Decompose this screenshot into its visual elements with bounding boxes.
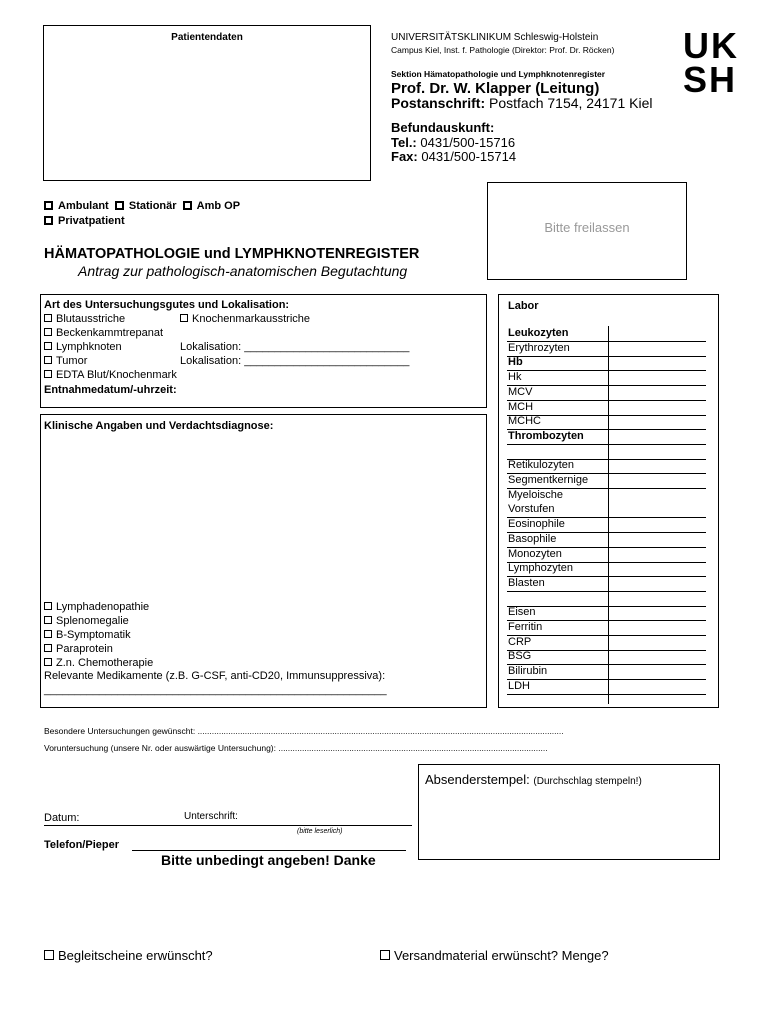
fax-value: 0431/500-15714 — [421, 149, 517, 164]
clinical-item[interactable] — [44, 602, 149, 613]
lymph-option[interactable] — [44, 342, 122, 353]
labor-row-line[interactable] — [507, 385, 706, 386]
clinical-item-label: Paraprotein — [56, 643, 113, 655]
labor-row-label: Monozyten — [508, 547, 562, 560]
labor-row-label: Myeloische — [508, 488, 564, 501]
stationaer-label: Stationär — [128, 200, 177, 212]
labor-row-line[interactable] — [507, 400, 706, 401]
escort-checkbox[interactable] — [44, 950, 54, 960]
edta-option[interactable] — [44, 370, 177, 381]
telephone — [391, 136, 515, 149]
blood-smear-option[interactable] — [44, 314, 125, 325]
privat-label: Privatpatient — [58, 215, 125, 227]
clinical-checkbox[interactable] — [44, 616, 52, 624]
labor-row-label: MCHC — [508, 415, 541, 428]
labor-row-label: BSG — [508, 650, 532, 663]
institution-name: UNIVERSITÄTSKLINIKUM Schleswig-Holstein — [391, 32, 599, 43]
clinical-item-label: B-Symptomatik — [56, 629, 131, 641]
labor-row-label: Eisen — [508, 606, 536, 619]
trepanat-label: Beckenkammtrepanat — [56, 327, 163, 339]
clinical-checkbox[interactable] — [44, 602, 52, 610]
uksh-logo-bottom: SH — [683, 59, 738, 100]
labor-row-line[interactable] — [507, 694, 706, 695]
labor-row-label: Blasten — [508, 576, 545, 589]
labor-row-line[interactable] — [507, 444, 706, 445]
clinical-checkbox[interactable] — [44, 658, 52, 666]
clinical-checkbox[interactable] — [44, 644, 52, 652]
privat-row — [44, 216, 125, 227]
labor-row-label: Ferritin — [508, 621, 543, 633]
clinical-item[interactable] — [44, 658, 153, 669]
clinical-heading: Klinische Angaben und Verdachtsdiagnose: — [44, 420, 274, 432]
telephone-label: Tel.: — [391, 135, 417, 150]
campus-info: Campus Kiel, Inst. f. Pathologie (Direktor: Prof. Dr. Röcken) — [391, 45, 615, 55]
tumor-option[interactable] — [44, 356, 87, 367]
patient-type-row — [44, 201, 240, 212]
labor-row-label: MCH — [508, 400, 534, 413]
amb-op-checkbox[interactable] — [183, 201, 192, 210]
labor-row-line[interactable] — [507, 356, 706, 357]
labor-row-line[interactable] — [507, 650, 706, 651]
blood-smear-label: Blutausstriche — [56, 313, 126, 325]
section-name: Sektion Hämatopathologie und Lymphknotenregister — [391, 69, 606, 79]
patient-data-box[interactable] — [43, 25, 371, 181]
legible-hint: (bitte leserlich) — [297, 828, 343, 835]
labor-row-label: Eosinophile — [508, 518, 565, 531]
department-head: Prof. Dr. W. Klapper (Leitung) — [391, 80, 600, 97]
lymph-checkbox[interactable] — [44, 342, 52, 350]
labor-row-line[interactable] — [507, 370, 706, 371]
previous-exam[interactable]: Voruntersuchung (unsere Nr. oder auswärtige Untersuchung): .................................................................................................................. — [44, 743, 548, 753]
clinical-item[interactable] — [44, 644, 113, 655]
ambulant-label: Ambulant — [58, 200, 109, 212]
fax — [391, 150, 516, 163]
edta-checkbox[interactable] — [44, 370, 52, 378]
shipping-label: Versandmaterial erwünscht? Menge? — [394, 948, 609, 963]
edta-label: EDTA Blut/Knochenmark — [56, 369, 177, 381]
fax-label: Fax: — [391, 149, 418, 164]
labor-row-label: Retikulozyten — [508, 459, 575, 472]
medication-label: Relevante Medikamente (z.B. G-CSF, anti-CD20, Immunsuppressiva): — [44, 670, 386, 682]
ambulant-checkbox[interactable] — [44, 201, 53, 210]
stamp-label: Absenderstempel: — [425, 772, 530, 787]
labor-row-label: Thrombozyten — [508, 429, 584, 442]
signature-line[interactable] — [44, 825, 412, 826]
labor-row-label: Basophile — [508, 532, 557, 545]
tumor-label: Tumor — [56, 355, 88, 367]
marrow-smear-option[interactable] — [180, 314, 310, 325]
lymph-label: Lymphknoten — [56, 341, 122, 353]
escort-label: Begleitscheine erwünscht? — [58, 948, 213, 963]
privat-checkbox[interactable] — [44, 216, 53, 225]
reserved-box — [487, 182, 687, 280]
stamp-note: (Durchschlag stempeln!) — [533, 776, 642, 787]
marrow-smear-checkbox[interactable] — [180, 314, 188, 322]
labor-row-label: CRP — [508, 635, 532, 648]
labor-row-label: Vorstufen — [508, 503, 555, 516]
clinical-item-label: Lymphadenopathie — [56, 601, 150, 613]
labor-row-label: LDH — [508, 679, 531, 692]
lymph-localisation[interactable]: Lokalisation: ___________________________ — [180, 341, 410, 353]
phone-pager-line[interactable] — [132, 850, 406, 851]
stamp-label-row — [425, 773, 642, 787]
labor-row-label: Bilirubin — [508, 665, 548, 678]
shipping-option[interactable] — [380, 949, 609, 962]
labor-row-label: Lymphozyten — [508, 562, 574, 575]
uksh-logo-top: UK — [683, 25, 739, 66]
labor-row-line[interactable] — [507, 635, 706, 636]
material-heading: Art des Untersuchungsgutes und Lokalisation: — [44, 299, 290, 311]
labor-column-divider — [608, 326, 609, 704]
trepanat-option[interactable] — [44, 328, 163, 339]
marrow-smear-label: Knochenmarkausstriche — [192, 313, 311, 325]
signature-label: Unterschrift: — [184, 811, 238, 822]
trepanat-checkbox[interactable] — [44, 328, 52, 336]
blood-smear-checkbox[interactable] — [44, 314, 52, 322]
report-info-label: Befundauskunft: — [391, 120, 495, 135]
postal-address-label: Postanschrift: — [391, 95, 486, 111]
labor-heading: Labor — [508, 300, 539, 312]
tumor-localisation[interactable]: Lokalisation: ___________________________ — [180, 355, 410, 367]
form-subtitle: Antrag zur pathologisch-anatomischen Begutachtung — [78, 263, 408, 279]
clinical-item-label: Splenomegalie — [56, 615, 129, 627]
clinical-item-label: Z.n. Chemotherapie — [56, 657, 154, 669]
reserved-box-label: Bitte freilassen — [544, 220, 630, 235]
escort-option[interactable] — [44, 949, 213, 962]
please-provide-note: Bitte unbedingt angeben! Danke — [161, 852, 376, 868]
labor-row-label: Hb — [508, 356, 523, 369]
labor-row-line[interactable] — [507, 591, 706, 592]
clinical-item[interactable] — [44, 630, 131, 641]
tumor-checkbox[interactable] — [44, 356, 52, 364]
phone-pager-label: Telefon/Pieper — [44, 839, 119, 851]
patient-data-label: Patientendaten — [171, 32, 243, 43]
stationaer-checkbox[interactable] — [115, 201, 124, 210]
labor-row-label: Segmentkernige — [508, 474, 589, 486]
labor-row-line[interactable] — [507, 679, 706, 680]
telephone-value: 0431/500-15716 — [420, 135, 516, 150]
medication-line[interactable]: ________________________________________________________ — [44, 684, 387, 696]
amb-op-label: Amb OP — [196, 200, 241, 212]
labor-row-label: Leukozyten — [508, 327, 569, 339]
clinical-item[interactable] — [44, 616, 129, 627]
sampling-date-label: Entnahmedatum/-uhrzeit: — [44, 384, 177, 396]
labor-row-line[interactable] — [507, 606, 706, 607]
shipping-checkbox[interactable] — [380, 950, 390, 960]
labor-row-label: MCV — [508, 385, 533, 398]
labor-row-label: Hk — [508, 371, 522, 384]
date-label: Datum: — [44, 812, 80, 824]
clinical-checkbox[interactable] — [44, 630, 52, 638]
special-tests[interactable]: Besondere Untersuchungen gewünscht: ........................................................................................................................................................... — [44, 726, 564, 736]
postal-address-value: Postfach 7154, 24171 Kiel — [489, 95, 653, 111]
form-title: HÄMATOPATHOLOGIE und LYMPHKNOTENREGISTER — [44, 246, 420, 262]
sender-stamp-box[interactable] — [418, 764, 720, 860]
labor-row-label: Erythrozyten — [508, 341, 570, 354]
postal-address — [391, 96, 652, 110]
